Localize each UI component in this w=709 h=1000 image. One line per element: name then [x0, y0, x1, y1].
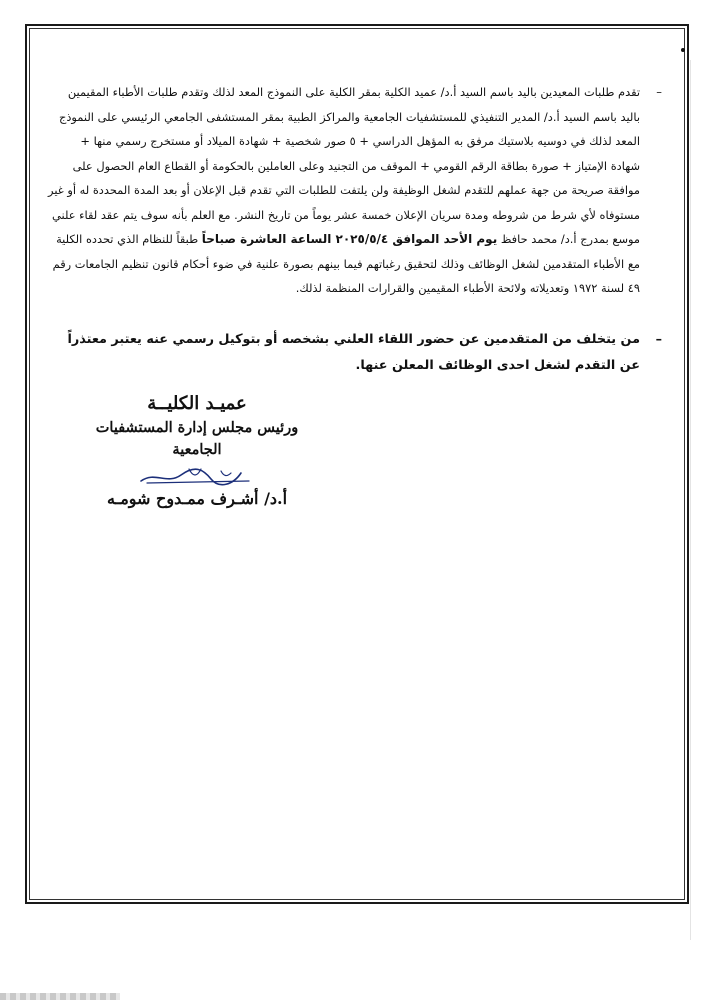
signature-block	[77, 391, 317, 511]
paragraph-text: من يتخلف من المتقدمين عن حضور اللقاء العلني بشخصه أو بتوكيل رسمي عنه يعتبر معتذراً عن التقدم لشغل احدى الوظائف المعلن عنها.	[67, 331, 640, 373]
signatory-title: عميـد الكليــة	[147, 393, 247, 414]
meeting-date-emphasis: يوم الأحد الموافق ٢٠٢٥/٥/٤ الساعة العاشرة صباحاً	[201, 232, 498, 246]
paragraph-text-continued: طبقاً للنظام الذي تحدده الكلية مع الأطباء المتقدمين لشغل الوظائف وذلك لتحقيق رغباتهم فيما بينهم بصورة علنية في ضوء أحكام قانون تنظيم الجامعات رقم ٤٩ لسنة ١٩٧٢ وتعديلاته ولائحة الأطباء المقيمين والقرارات المنظمة لذلك.	[52, 232, 640, 295]
document-body	[48, 80, 664, 379]
scan-edge-line	[690, 60, 691, 940]
signatory-subtitle: ورئيس مجلس إدارة المستشفيات الجامعية	[95, 419, 299, 458]
handwritten-signature	[137, 463, 257, 489]
bullet-dash: –	[655, 331, 662, 347]
paragraph-application-instructions	[48, 80, 664, 301]
bullet-dash: –	[656, 85, 662, 99]
corner-dot	[681, 48, 685, 52]
paragraph-absence-notice	[48, 327, 664, 379]
paragraph-text: تقدم طلبات المعيدين باليد باسم السيد أ.د/ عميد الكلية بمقر الكلية على النموذج المعد لذلك وتقدم طلبات الأطباء المقيمين باليد باسم السيد أ.د/ المدير التنفيذي للمستشفيات الجامعية والمراكز الطبية بمقر المستشفى الجامعي الرئيسي على النموذج المعد لذلك في دوسيه بلاستيك مرفق به المؤهل الدراسي + ٥ صور شخصية + شهادة الميلاد أو مستخرج رسمي منها + شهادة الإمتياز + صورة بطاقة الرقم القومي + الموقف من التجنيد وعلى العاملين بالحكومة أو القطاع العام الحصول على موافقة صريحة من جهة عملهم للتقدم لشغل الوظيفة ولن يلتفت للطلبات التي تقدم قبل الإعلان أو بعد المدة المحددة له أو غير مستوفاه لأي شرط من شروطه ومدة سريان الإعلان خمسة عشر يوماً من تاريخ النشر. مع العلم بأنه سوف يتم عقد لقاء علني موسع بمدرج أ.د/ محمد حافظ	[48, 85, 640, 246]
signatory-name: أ.د/ أشـرف ممـدوح شومـه	[106, 489, 288, 508]
scan-edge-strip	[0, 993, 120, 1000]
